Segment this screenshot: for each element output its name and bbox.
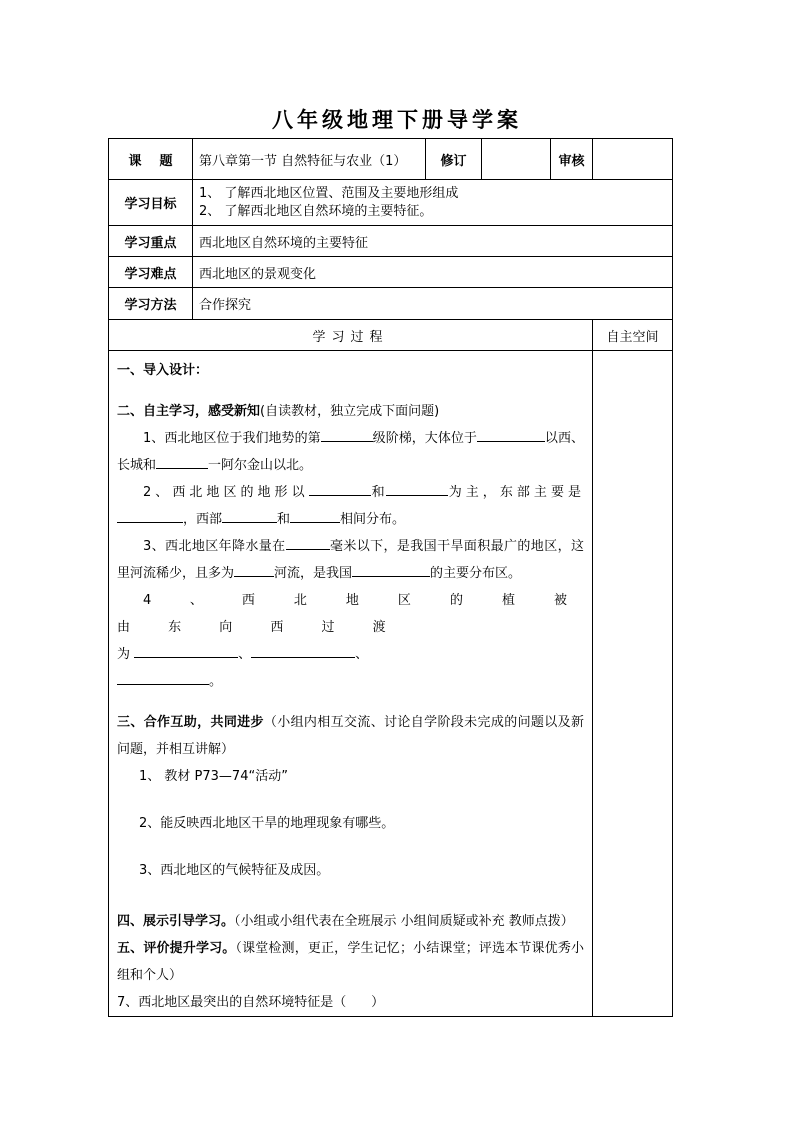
coop-item-1: 1、 教材 P73—74“活动”: [139, 769, 288, 784]
revise-value: [482, 139, 551, 180]
blank[interactable]: [156, 454, 208, 469]
goal-value: [193, 180, 673, 226]
section-intro: 一、导入设计：: [117, 363, 209, 378]
q1-text-d: 一阿尔金山以北。: [208, 458, 313, 473]
blank[interactable]: [117, 670, 209, 685]
q3-text-a: 3、西北地区年降水量在: [143, 539, 286, 554]
section-self-study: [117, 398, 584, 425]
review-value: [593, 139, 673, 180]
side-header: 自主空间: [593, 320, 673, 351]
section-cooperation-note: （小组内相互交流、讨论自学阶段未完成的问题以及新问题，并相互讲解）: [117, 715, 584, 757]
q2-text-c: 为主，东部主要是: [447, 485, 584, 500]
page-title: 八年级地理下册导学案: [272, 107, 522, 132]
blank[interactable]: [134, 643, 238, 658]
section-display-note: （小组或小组代表在全班展示 小组间质疑或补充 教师点拨）: [234, 914, 574, 929]
q4-sep-1: 、: [238, 647, 252, 662]
blank[interactable]: [234, 562, 274, 577]
blank[interactable]: [286, 535, 330, 550]
blank[interactable]: [386, 481, 448, 496]
q4-end: 。: [209, 674, 223, 689]
process-header: 学习过程: [109, 320, 593, 351]
exercise-7: 7、西北地区最突出的自然环境特征是（ ）: [117, 995, 385, 1010]
question-4-blanks: [117, 641, 584, 668]
method-value: 合作探究: [193, 288, 673, 320]
section-cooperation: [117, 709, 584, 763]
question-3: [117, 533, 584, 587]
process-content: [109, 351, 593, 1017]
method-label: 学习方法: [109, 288, 193, 320]
blank[interactable]: [477, 427, 545, 442]
blank[interactable]: [309, 481, 371, 496]
question-4: 4 、 西 北 地 区 的 植 被 由 东 向 西 过 渡: [117, 593, 584, 635]
q2-text-f: 相间分布。: [340, 512, 406, 527]
goal-label: 学习目标: [109, 180, 193, 226]
question-1: [117, 425, 584, 479]
self-space-column: [593, 351, 673, 1017]
question-2: [117, 479, 584, 533]
section-display: [117, 908, 584, 935]
review-label: 审核: [551, 139, 593, 180]
q1-text-c: 以西、长城和: [117, 431, 584, 473]
blank[interactable]: [290, 508, 340, 523]
blank[interactable]: [222, 508, 277, 523]
blank[interactable]: [321, 427, 373, 442]
coop-item-2: 2、能反映西北地区干旱的地理现象有哪些。: [139, 816, 395, 831]
section-display-title: 四、展示引导学习。: [117, 914, 235, 929]
q2-text-b: 和: [370, 485, 386, 500]
lesson-plan-table: [108, 138, 673, 1017]
q3-text-b: 毫米以下，是我国干旱面积最广的地区，这里河流稀少，且多为: [117, 539, 584, 581]
section-self-study-note: (自读教材，独立完成下面问题): [260, 404, 440, 419]
q4-text-b: 为: [117, 647, 131, 662]
difficulty-label: 学习难点: [109, 257, 193, 288]
q4-sep-2: 、: [355, 647, 369, 662]
blank[interactable]: [352, 562, 430, 577]
q3-text-d: 的主要分布区。: [430, 566, 522, 581]
section-evaluation-note: （课堂检测，更正，学生记忆；小结课堂；评选本节课优秀小组和个人）: [117, 941, 584, 983]
topic-value: 第八章第一节 自然特征与农业（1）: [193, 139, 426, 180]
focus-value: 西北地区自然环境的主要特征: [193, 226, 673, 257]
blank[interactable]: [251, 643, 355, 658]
coop-item-3: 3、西北地区的气候特征及成因。: [139, 863, 330, 878]
q2-text-a: 2、西北地区的地形以: [143, 485, 309, 500]
q3-text-c: 河流，是我国: [274, 566, 353, 581]
q1-text-a: 1、西北地区位于我们地势的第: [143, 431, 321, 446]
blank[interactable]: [117, 508, 183, 523]
section-self-study-title: 二、自主学习，感受新知: [117, 404, 261, 419]
topic-label: 课 题: [109, 139, 193, 180]
q2-text-d: ，西部: [183, 512, 223, 527]
revise-label: 修订: [426, 139, 482, 180]
difficulty-value: 西北地区的景观变化: [193, 257, 673, 288]
section-evaluation-title: 五、评价提升学习。: [117, 941, 236, 956]
goal-item-1: 1、 了解西北地区位置、范围及主要地形组成: [199, 185, 459, 201]
question-4-end: [117, 668, 584, 695]
q1-text-b: 级阶梯，大体位于: [372, 431, 477, 446]
goal-item-2: 2、 了解西北地区自然环境的主要特征。: [199, 203, 433, 219]
focus-label: 学习重点: [109, 226, 193, 257]
q2-text-e: 和: [277, 512, 291, 527]
section-evaluation: [117, 935, 584, 989]
section-cooperation-title: 三、合作互助，共同进步: [117, 715, 264, 730]
